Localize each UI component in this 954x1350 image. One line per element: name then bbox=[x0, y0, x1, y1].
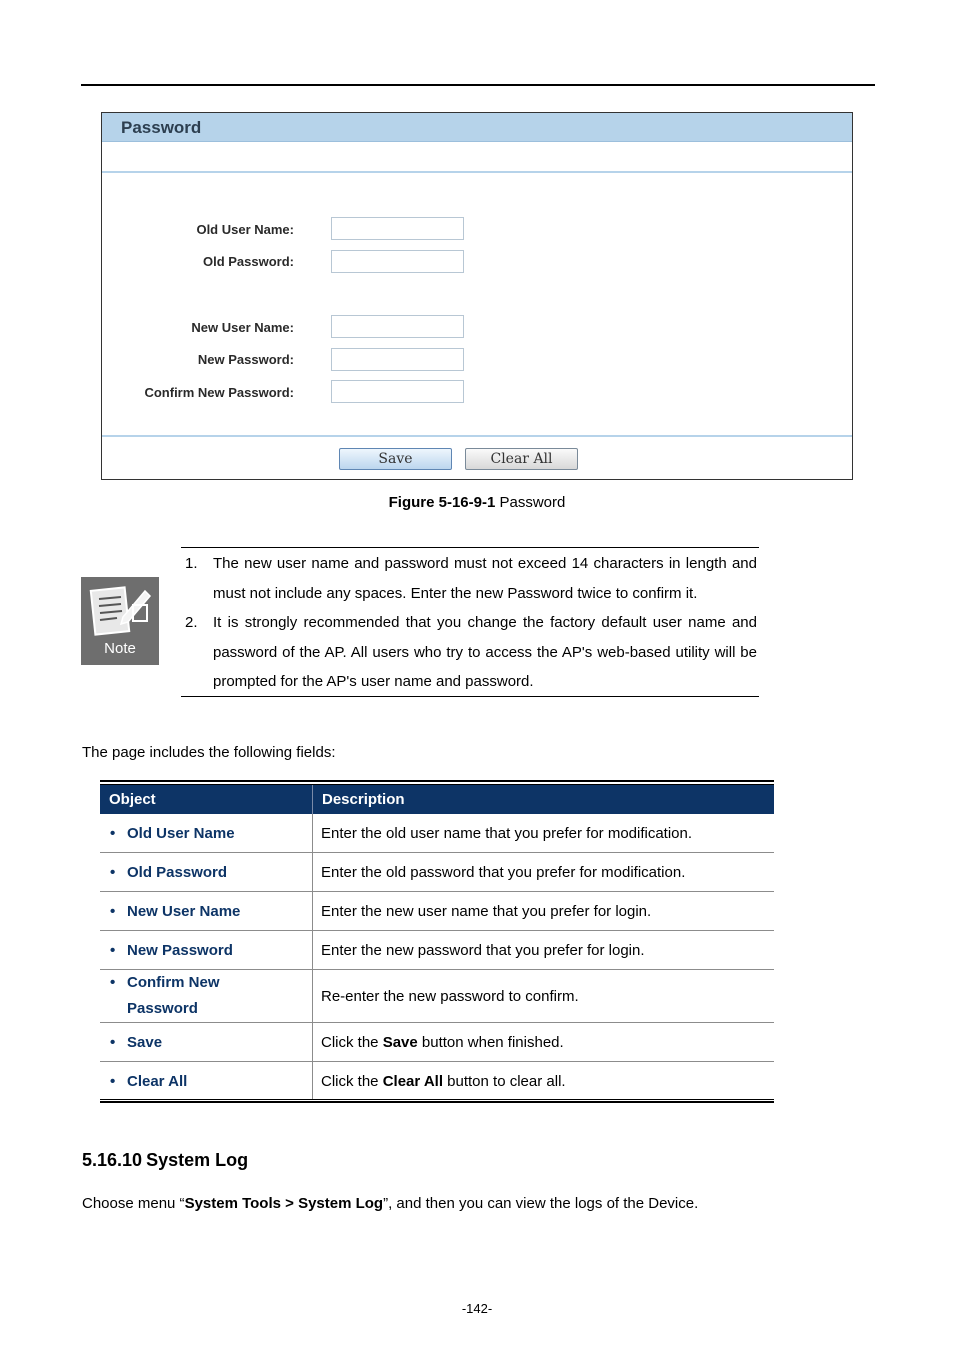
row-object: Old User Name bbox=[127, 824, 235, 842]
clear-all-button[interactable]: Clear All bbox=[465, 448, 578, 470]
save-button[interactable]: Save bbox=[339, 448, 452, 470]
row-description: Re-enter the new password to confirm. bbox=[313, 970, 775, 1023]
note-item-text: The new user name and password must not exceed 14 characters in length and must not include any spaces. Enter the new Password twice to confirm it. bbox=[213, 555, 757, 602]
figure-caption-text: Password bbox=[495, 494, 566, 511]
old-password-label: Old Password: bbox=[202, 254, 294, 269]
new-password-label: New Password: bbox=[197, 352, 294, 367]
table-header-object: Object bbox=[100, 785, 313, 814]
note-pencil-icon bbox=[87, 583, 153, 639]
intro-text: The page includes the following fields: bbox=[82, 744, 336, 761]
table-row: • Old User Name Enter the old user name that you prefer for modification. bbox=[100, 814, 774, 853]
old-user-name-label: Old User Name: bbox=[196, 222, 294, 237]
section-title: System Log bbox=[146, 1150, 249, 1170]
section-heading bbox=[82, 1150, 248, 1171]
figure-caption-number: Figure 5-16-9-1 bbox=[388, 494, 496, 511]
menu-path: System Tools > System Log bbox=[184, 1195, 384, 1212]
section-number: 5.16.10 bbox=[82, 1150, 143, 1170]
table-row: • Old Password Enter the old password that you prefer for modification. bbox=[100, 853, 774, 892]
old-user-name-input[interactable] bbox=[331, 217, 464, 240]
confirm-new-password-label: Confirm New Password: bbox=[144, 385, 294, 400]
new-user-name-input[interactable] bbox=[331, 315, 464, 338]
panel-divider-top bbox=[102, 171, 852, 173]
row-description: Enter the new user name that you prefer for login. bbox=[313, 892, 775, 931]
header-rule bbox=[81, 84, 875, 86]
body-paragraph: Choose menu “System Tools > System Log”, and then you can view the logs of the Device. bbox=[82, 1195, 699, 1212]
table-row: • Confirm New Password Re-enter the new password to confirm. bbox=[100, 970, 774, 1023]
table-row: • Clear All Click the Clear All button to clear all. bbox=[100, 1062, 774, 1101]
note-item-number: 2. bbox=[185, 614, 198, 631]
row-object: New Password bbox=[127, 941, 233, 959]
row-object: Old Password bbox=[127, 863, 228, 881]
note-icon bbox=[81, 577, 159, 665]
note-item-number: 1. bbox=[185, 555, 198, 572]
row-description: Enter the old password that you prefer for modification. bbox=[313, 853, 775, 892]
table-row: • New User Name Enter the new user name that you prefer for login. bbox=[100, 892, 774, 931]
table-header-description: Description bbox=[313, 785, 775, 814]
row-description: Click the Save button when finished. bbox=[313, 1023, 775, 1062]
panel-header bbox=[102, 113, 852, 142]
row-object: Save bbox=[127, 1033, 163, 1051]
new-user-name-label: New User Name: bbox=[191, 320, 294, 335]
note-box bbox=[181, 547, 759, 697]
note-icon-label: Note bbox=[104, 640, 136, 657]
row-description: Enter the new password that you prefer for login. bbox=[313, 931, 775, 970]
row-description: Click the Clear All button to clear all. bbox=[321, 1072, 566, 1090]
note-item-text: It is strongly recommended that you change the factory default user name and password of the AP. All users who try to access the AP's web-based utility will be prompted for the AP's user name and password. bbox=[213, 614, 757, 690]
old-password-input[interactable] bbox=[331, 250, 464, 273]
password-panel bbox=[101, 112, 853, 480]
page-number: -142- bbox=[461, 1301, 493, 1316]
row-object: New User Name bbox=[127, 902, 241, 920]
row-object: Confirm New Password bbox=[127, 974, 220, 1017]
row-description: Enter the old user name that you prefer for modification. bbox=[313, 814, 775, 853]
new-password-input[interactable] bbox=[331, 348, 464, 371]
panel-title: Password bbox=[121, 118, 202, 137]
table-row: • Save Click the Save button when finished. bbox=[100, 1023, 774, 1062]
figure-caption bbox=[0, 494, 954, 511]
panel-divider-bottom bbox=[102, 435, 852, 437]
table-bottom-rule bbox=[100, 1099, 774, 1103]
table-row: • New Password Enter the new password that you prefer for login. bbox=[100, 931, 774, 970]
confirm-new-password-input[interactable] bbox=[331, 380, 464, 403]
row-object: Clear All bbox=[127, 1072, 188, 1090]
